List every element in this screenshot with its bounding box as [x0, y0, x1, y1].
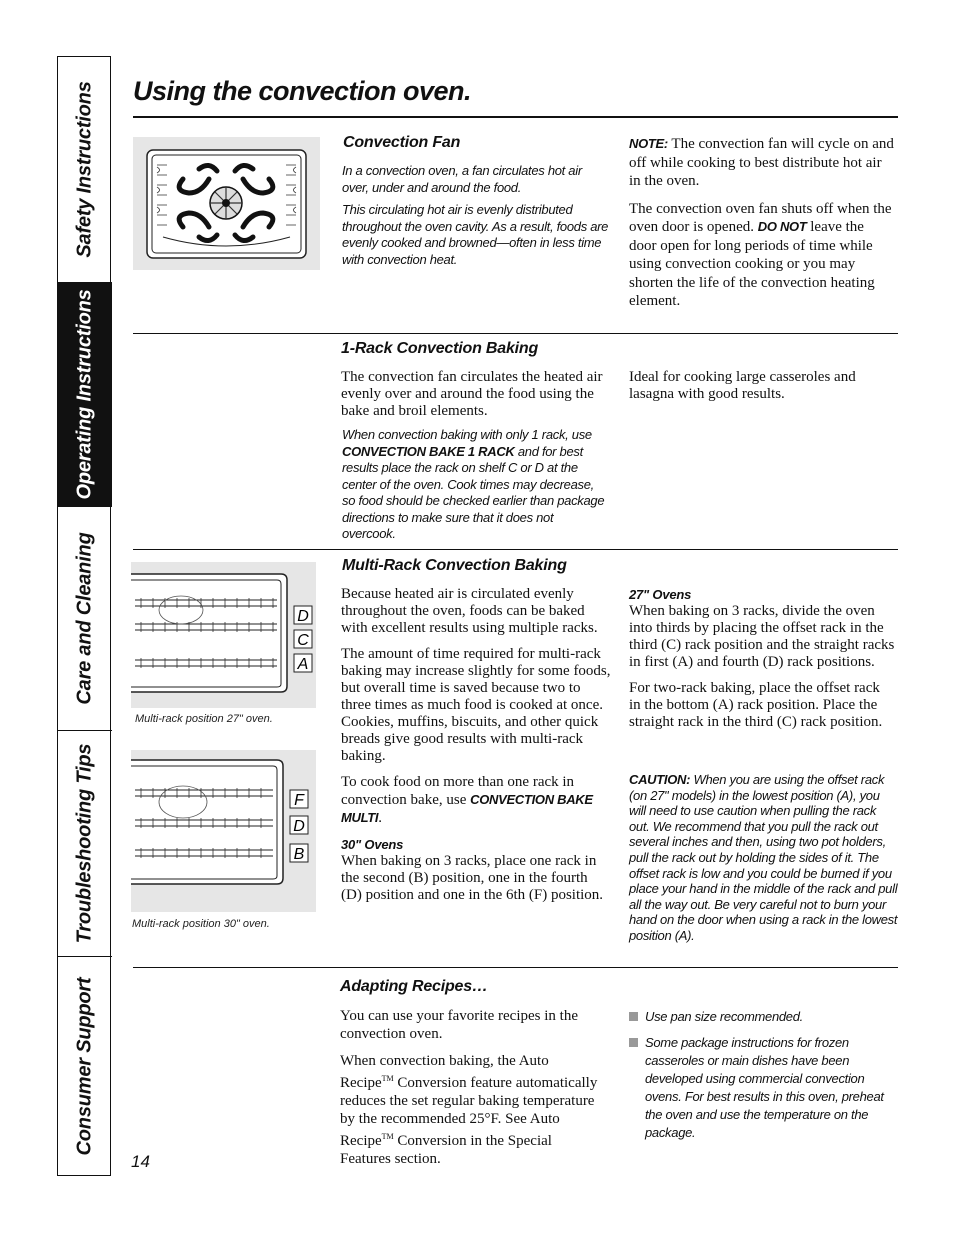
ovens-30-heading: 30" Ovens [341, 837, 404, 852]
square-bullet-icon [629, 1038, 638, 1047]
two-rack-text: For two-rack baking, place the offset rack in the bottom (A) rack position. Place the straight rack in the third (C) rack position. [629, 680, 883, 730]
one-rack-italic-note [342, 427, 610, 543]
tab-safety-instructions[interactable] [58, 57, 112, 283]
do-not-emphasis: DO NOT [757, 219, 807, 234]
title-divider [133, 116, 898, 118]
tab-label: Safety Instructions [73, 81, 96, 258]
rack-label-b: B [293, 846, 305, 863]
door-note-text-b: leave the door open for long periods of time while using convection cooking or you may shorten the life of the convection heating element. [629, 219, 875, 309]
multi-rack-para-3 [341, 774, 611, 827]
ovens-30-block [341, 836, 611, 904]
oven-racks-30-diagram [131, 750, 316, 912]
section-divider [133, 333, 898, 334]
convection-bake-1-rack-label: CONVECTION BAKE 1 RACK [342, 443, 515, 459]
adapting-para2-b: Conversion feature automatically reduces the set regular baking temperature by the recommended 25°F. See Auto Recipe [340, 1075, 598, 1149]
caution-label: CAUTION: [629, 772, 691, 787]
trademark-mark: TM [381, 1074, 394, 1083]
multi-rack-30-illustration [131, 750, 316, 912]
tab-operating-instructions[interactable] [58, 283, 112, 507]
ovens-27-text: When baking on 3 racks, divide the oven into thirds by placing the offset rack in the third (C) rack position and the straight racks in first (A) and fourth (D) rack positions. [629, 603, 895, 670]
rack-label-c: C [297, 632, 309, 649]
convection-fan-intro-2: This circulating hot air is evenly distributed throughout the oven cavity. As a result, foods are evenly cooked and browned—often in less time with convection heat. [342, 202, 609, 267]
tab-label: Operating Instructions [73, 289, 96, 500]
convection-fan-illustration [133, 137, 320, 270]
adapting-para-2 [340, 1052, 606, 1168]
oven-fan-diagram [133, 137, 320, 270]
adapting-para2-a: When convection baking, the Auto Recipe [340, 1053, 549, 1091]
note-text: The convection fan will cycle on and off while cooking to best distribute hot air in the oven. [629, 136, 894, 189]
note-label: NOTE: [629, 136, 668, 151]
rack-label-d: D [297, 608, 309, 625]
multi-rack-27-illustration [131, 562, 316, 708]
section-divider [133, 549, 898, 550]
convection-fan-note [629, 135, 894, 191]
one-rack-note-b: and for best results place the rack on shelf C or D at the center of the oven. Cook times may decrease, so food should be checked earlier than package directions to make sure that it does not overcook. [342, 443, 605, 541]
convection-fan-description [342, 163, 610, 274]
multi-rack-para-1: Because heated air is circulated evenly throughout the oven, foods can be baked with excellent results using multiple racks. [341, 586, 598, 636]
ovens-30-text: When baking on 3 racks, place one rack in the second (B) position, one in the fourth (D) position and one in the 6th (F) position. [341, 853, 604, 903]
ovens-27-block [629, 586, 895, 671]
bullet-text: Some package instructions for frozen casseroles or main dishes have been developed using commercial convection ovens. For best results in this oven, preheat the oven and use the temperature on the package. [645, 1035, 884, 1140]
adapting-recipes-text [340, 1007, 606, 1177]
tab-care-and-cleaning[interactable] [58, 507, 112, 731]
ovens-27-heading: 27" Ovens [629, 587, 692, 602]
page-number: 14 [131, 1152, 150, 1171]
one-rack-heading: 1-Rack Convection Baking [341, 340, 539, 357]
caution-text: When you are using the offset rack (on 27" models) in the lowest position (A), you will need to use caution when pulling the rack out. We recommend that you pull the rack out several inches and then, using two pot holders, pull the rack out by holding the sides of it. The offset rack is low and you could be burned if you place your hand in the middle of the rack and pull all the way out. Be very careful not to burn your hand on the door when using a rack in the lowest position (A). [629, 772, 898, 943]
list-item [629, 1008, 899, 1026]
list-item [629, 1034, 899, 1142]
adapting-para2-c: Conversion in the Special Features section. [340, 1133, 552, 1167]
trademark-mark: TM [381, 1132, 394, 1141]
door-note-text-a: The convection oven fan shuts off when the oven door is opened. [629, 200, 892, 235]
tab-label: Care and Cleaning [73, 532, 96, 705]
one-rack-note-a: When convection baking with only 1 rack, use [342, 427, 592, 442]
convection-bake-multi-label: CONVECTION BAKE MULTI [341, 792, 593, 825]
square-bullet-icon [629, 1012, 638, 1021]
adapting-bullets [629, 1008, 899, 1150]
adapting-para-1: You can use your favorite recipes in the convection oven. [340, 1008, 578, 1042]
adapting-recipes-heading: Adapting Recipes… [340, 978, 488, 995]
tab-label: Consumer Support [73, 977, 96, 1155]
convection-fan-intro-1: In a convection oven, a fan circulates hot air over, under and around the food. [342, 163, 582, 195]
convection-fan-notes [629, 135, 894, 320]
para3-text-a: To cook food on more than one rack in convection bake, use [341, 774, 575, 808]
rack-label-f: F [294, 792, 304, 809]
multi-rack-para-2: The amount of time required for multi-rack baking may increase slightly for some foods, but overall time is saved because two to three times as much food is cooked at once. Cookies, muffins, biscuits, and other quick breads give good results with multi-rack baking. [341, 646, 611, 764]
side-tab-bar [57, 56, 111, 1176]
caption-27-oven: Multi-rack position 27" oven. [135, 713, 273, 725]
caption-30-oven: Multi-rack position 30" oven. [132, 918, 270, 930]
caution-note [629, 772, 899, 944]
one-rack-right-text: Ideal for cooking large casseroles and lasagna with good results. [629, 369, 856, 402]
convection-fan-door-note [629, 200, 894, 311]
oven-racks-27-diagram [131, 562, 316, 708]
multi-rack-heading: Multi-Rack Convection Baking [342, 557, 567, 574]
tab-troubleshooting-tips[interactable] [58, 731, 112, 957]
convection-fan-heading: Convection Fan [343, 134, 461, 151]
rack-label-a: A [297, 656, 309, 673]
multi-rack-left-text [341, 586, 611, 904]
multi-rack-right-text [629, 586, 895, 740]
tab-label: Troubleshooting Tips [73, 743, 96, 944]
para3-text-b: . [378, 810, 382, 826]
rack-label-d: D [293, 818, 305, 835]
one-rack-para: The convection fan circulates the heated air evenly over and around the food using the bake and broil elements. [341, 369, 603, 419]
section-divider [133, 967, 898, 968]
page-title: Using the convection oven. [133, 76, 472, 106]
bullet-text: Use pan size recommended. [645, 1009, 803, 1024]
tab-consumer-support[interactable] [58, 957, 112, 1175]
